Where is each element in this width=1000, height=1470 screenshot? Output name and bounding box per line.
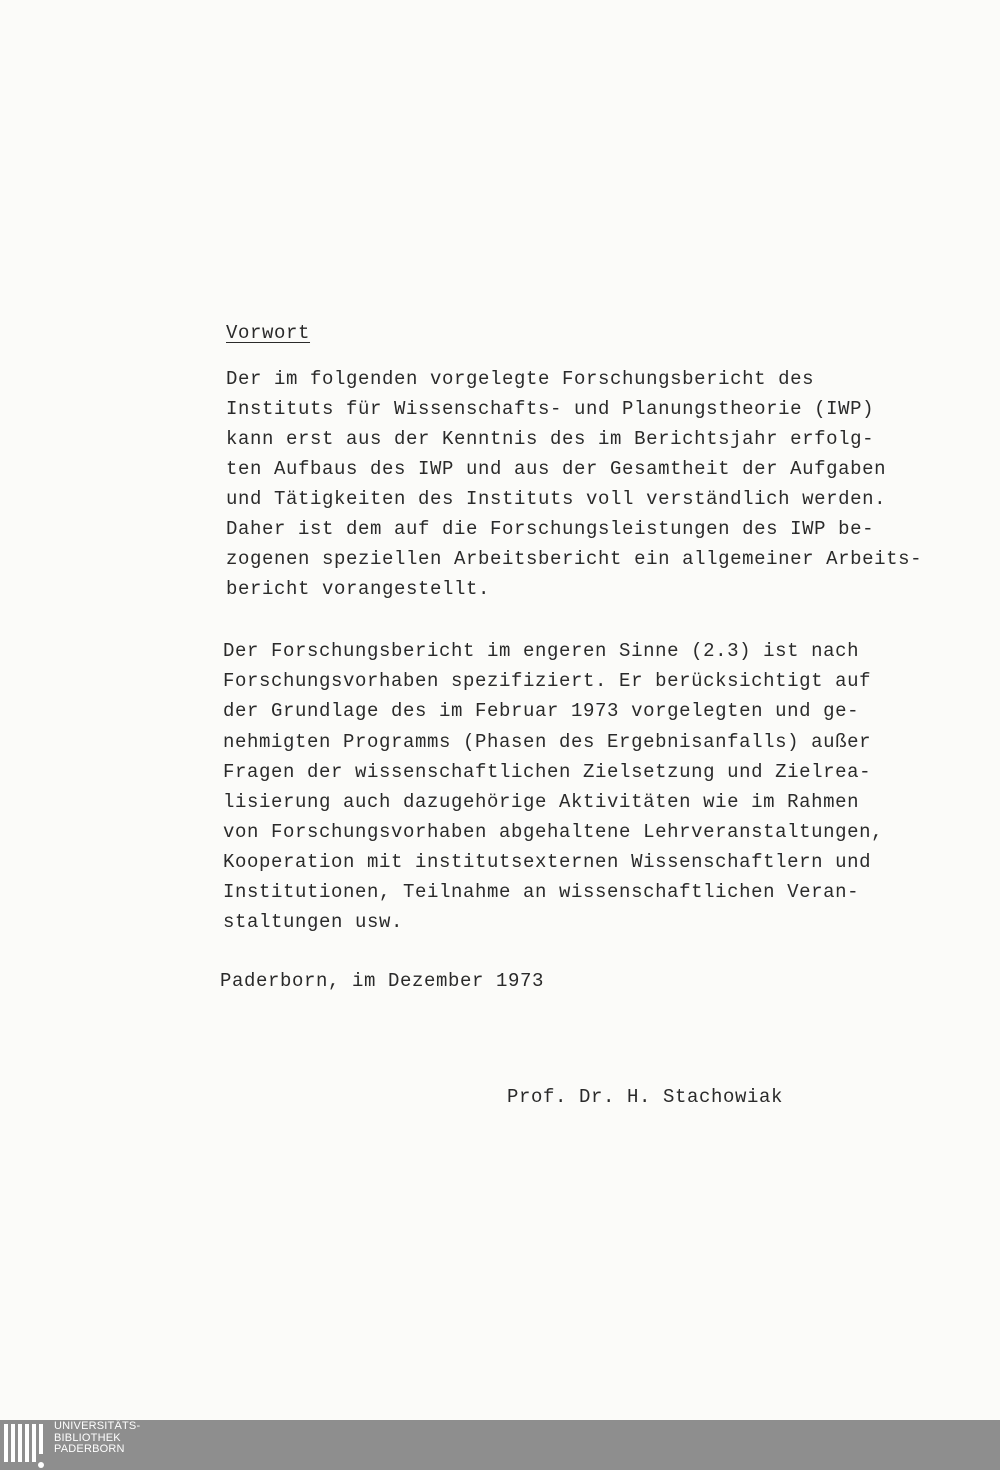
text-line: staltungen usw. [223,911,404,933]
text-line: Der im folgenden vorgelegte Forschungsbericht des [226,368,815,390]
text-line: der Grundlage des im Februar 1973 vorgelegten und ge- [223,700,860,722]
text-line: Kooperation mit institutsexternen Wissenschaftlern und [223,851,872,873]
text-line: ten Aufbaus des IWP und aus der Gesamtheit der Aufgaben [226,458,887,480]
text-line: von Forschungsvorhaben abgehaltene Lehrveranstaltungen, [223,821,884,843]
text-line: nehmigten Programms (Phasen des Ergebnisanfalls) außer [223,731,872,753]
library-logo-text [54,1421,140,1456]
library-footer [0,1420,1000,1470]
text-line: kann erst aus der Kenntnis des im Berichtsjahr erfolg- [226,428,875,450]
text-line: lisierung auch dazugehörige Aktivitäten wie im Rahmen [223,791,860,813]
text-line: Instituts für Wissenschafts- und Planungstheorie (IWP) [226,398,875,420]
text-line: Forschungsvorhaben spezifiziert. Er berücksichtigt auf [223,670,872,692]
text-line: Der Forschungsbericht im engeren Sinne (2.3) ist nach [223,640,860,662]
text-line: zogenen speziellen Arbeitsbericht ein allgemeiner Arbeits- [226,548,923,570]
text-line: und Tätigkeiten des Instituts voll verständlich werden. [226,488,887,510]
text-line: bericht vorangestellt. [226,578,491,600]
logo-line: BIBLIOTHEK [54,1431,121,1444]
logo-line: UNIVERSITÄTS- [54,1420,141,1432]
signature: Prof. Dr. H. Stachowiak [507,1086,784,1108]
text-line: Institutionen, Teilnahme an wissenschaftlichen Veran- [223,881,860,903]
text-line: Daher ist dem auf die Forschungsleistungen des IWP be- [226,518,875,540]
text-line: Fragen der wissenschaftlichen Zielsetzung und Zielrea- [223,761,872,783]
library-logo-icon [4,1424,46,1466]
page-heading: Vorwort [226,322,311,344]
place-date: Paderborn, im Dezember 1973 [220,970,545,992]
logo-line: PADERBORN [54,1443,125,1455]
